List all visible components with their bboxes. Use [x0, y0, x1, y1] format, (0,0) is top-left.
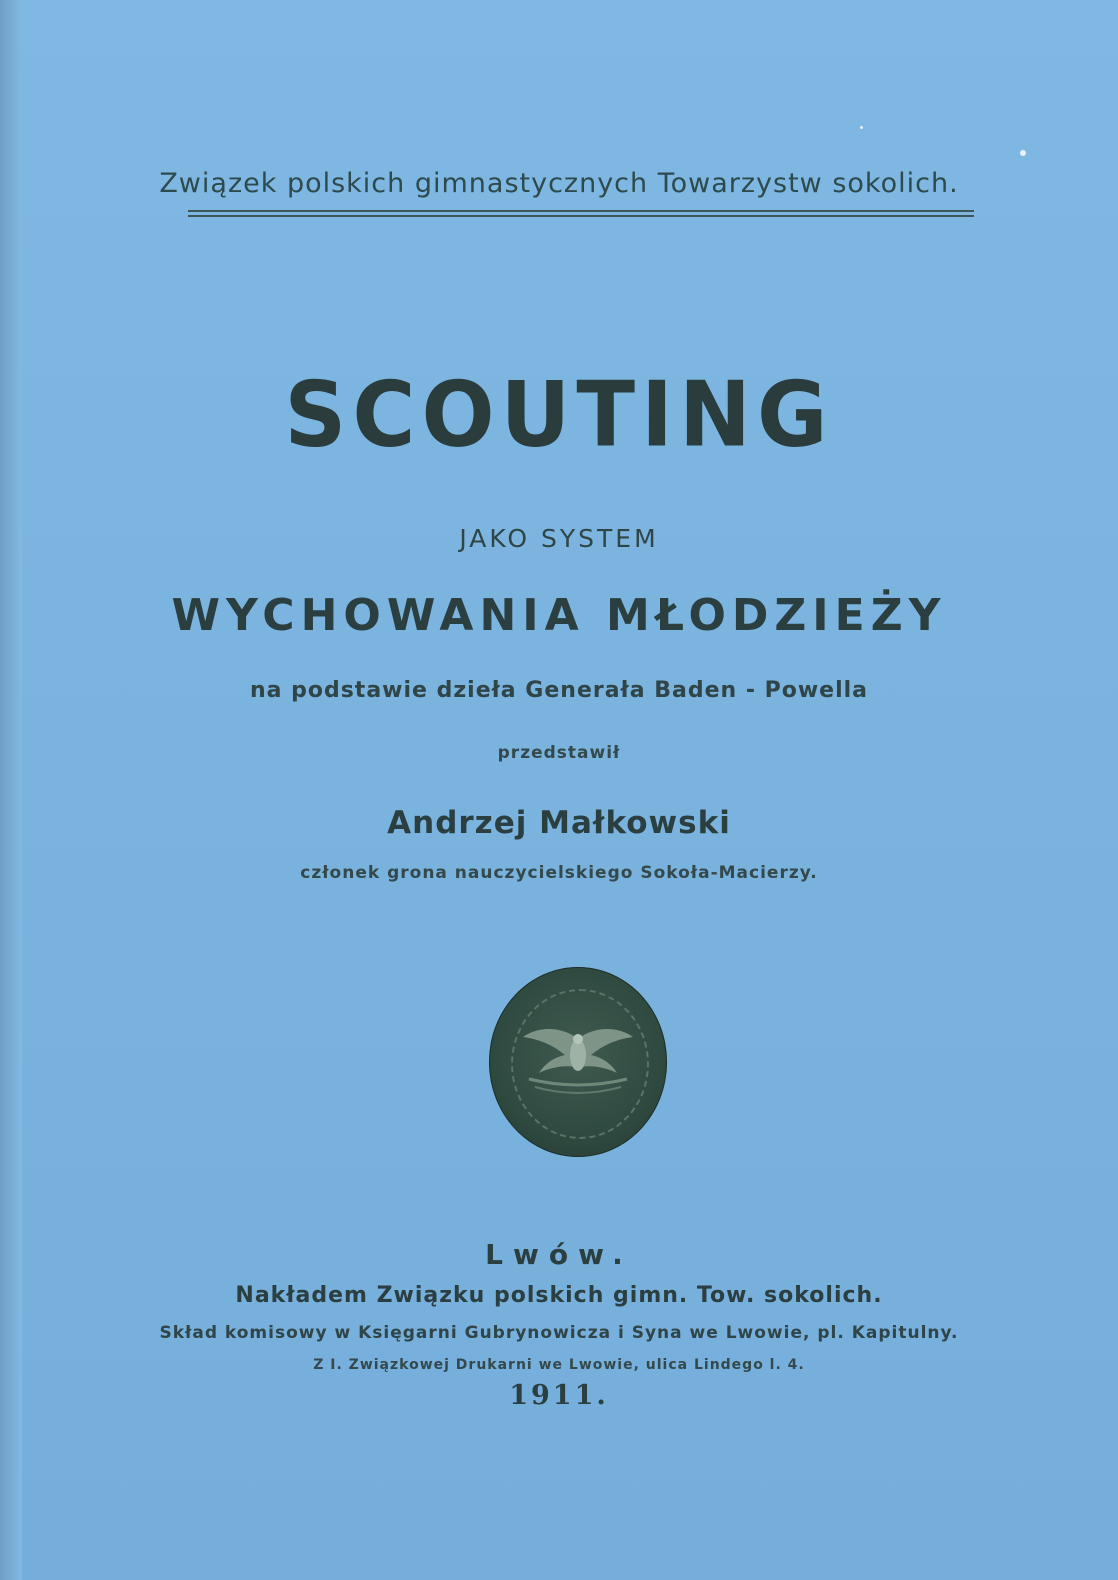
imprint-city: Lwów. — [485, 1238, 633, 1271]
subtitle-large: WYCHOWANIA MŁODZIEŻY — [171, 590, 947, 641]
imprint-printer: Z I. Związkowej Drukarni we Lwowie, ulica Lindego l. 4. — [313, 1357, 805, 1373]
presented-by: przedstawił — [497, 743, 621, 763]
paper-speck — [1020, 150, 1026, 156]
subtitle-small: JAKO SYSTEM — [459, 524, 659, 553]
imprint-store: Skład komisowy w Księgarni Gubrynowicza i Syna we Lwowie, pl. Kapitulny. — [159, 1323, 959, 1343]
sokol-falcon-seal-icon — [489, 967, 667, 1157]
basis-line: na podstawie dzieła Generała Baden - Powella — [249, 678, 869, 703]
paper-speck — [860, 126, 863, 129]
author-role: członek grona nauczycielskiego Sokoła-Macierzy. — [300, 863, 818, 883]
binding-edge — [0, 0, 22, 1580]
book-title: SCOUTING — [284, 362, 834, 468]
falcon-emblem-icon — [519, 1017, 637, 1097]
header-rule-bottom — [188, 215, 974, 217]
author-name: Andrzej Małkowski — [387, 805, 731, 841]
imprint-year: 1911. — [509, 1380, 609, 1411]
organization-header: Związek polskich gimnastycznych Towarzystw sokolich. — [159, 168, 959, 199]
header-rule-top — [188, 210, 974, 212]
imprint-publisher: Nakładem Związku polskich gimn. Tow. sokolich. — [235, 1283, 883, 1308]
